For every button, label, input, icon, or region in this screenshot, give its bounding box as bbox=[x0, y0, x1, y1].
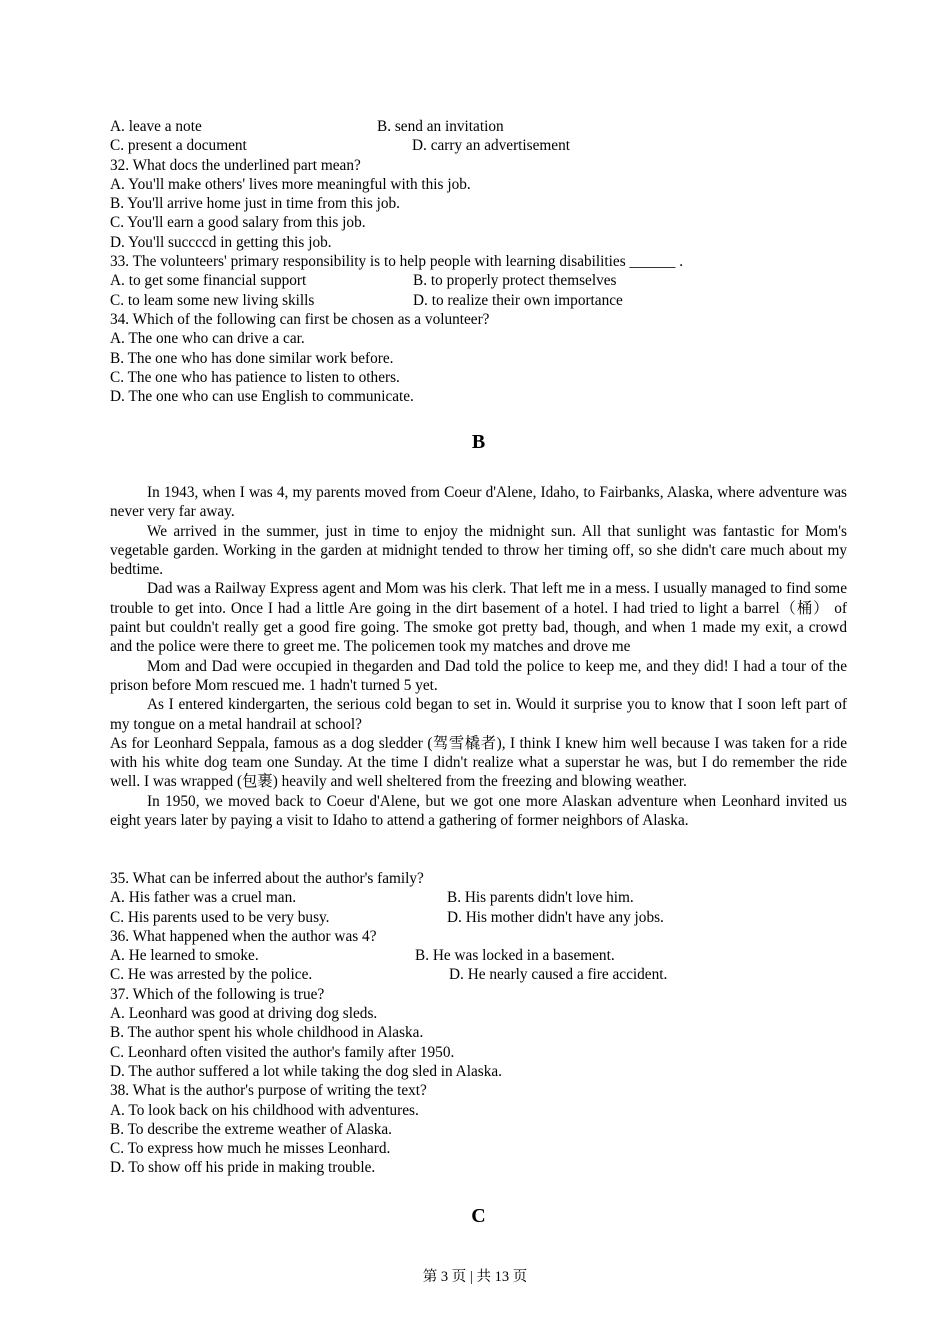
q37-option-c: C. Leonhard often visited the author's family after 1950. bbox=[110, 1043, 455, 1061]
q31-option-a: A. leave a note bbox=[110, 118, 202, 135]
q35-option-c: C. His parents used to be very busy. bbox=[110, 908, 330, 926]
option-row bbox=[110, 946, 847, 965]
q38-stem: 38. What is the author's purpose of writing the text? bbox=[110, 1082, 427, 1100]
q36-stem: 36. What happened when the author was 4? bbox=[110, 927, 377, 945]
q36-option-a: A. He learned to smoke. bbox=[110, 947, 259, 965]
q37-option-d: D. The author suffered a lot while taking the dog sled in Alaska. bbox=[110, 1062, 502, 1080]
q32-option-c: C. You'll earn a good salary from this job. bbox=[110, 214, 366, 232]
option-row bbox=[110, 136, 847, 155]
passage-paragraph: As I entered kindergarten, the serious cold began to set in. Would it surprise you to know that I soon left part of my tongue on a metal handrail at school? bbox=[110, 696, 847, 733]
q34-stem: 34. Which of the following can first be chosen as a volunteer? bbox=[110, 310, 490, 328]
q38-option-b: B. To describe the extreme weather of Alaska. bbox=[110, 1120, 392, 1138]
passage-b bbox=[110, 483, 847, 830]
q34-option-c: C. The one who has patience to listen to others. bbox=[110, 368, 400, 386]
q37-option-b: B. The author spent his whole childhood in Alaska. bbox=[110, 1024, 424, 1042]
q33-option-c: C. to leam some new living skills bbox=[110, 291, 315, 309]
q38-option-a: A. To look back on his childhood with adventures. bbox=[110, 1101, 419, 1119]
option-row bbox=[110, 908, 847, 927]
passage-paragraph: In 1943, when I was 4, my parents moved from Coeur d'Alene, Idaho, to Fairbanks, Alaska, where adventure was never very far away. bbox=[110, 484, 847, 521]
q33-stem: 33. The volunteers' primary responsibility is to help people with learning disabilities ______ . bbox=[110, 253, 684, 271]
q36-option-c: C. He was arrested by the police. bbox=[110, 966, 313, 984]
q33-option-d: D. to realize their own importance bbox=[413, 291, 623, 309]
passage-paragraph: In 1950, we moved back to Coeur d'Alene, but we got one more Alaskan adventure when Leonhard invited us eight years later by paying a visit to Idaho to attend a gathering of former neighbors of Alaska. bbox=[110, 792, 847, 830]
question-block-31-34 bbox=[110, 117, 847, 406]
option-row bbox=[110, 117, 847, 136]
page-footer: 第 3 页 | 共 13 页 bbox=[422, 1269, 528, 1285]
q36-option-d: D. He nearly caused a fire accident. bbox=[449, 966, 668, 984]
option-row bbox=[110, 965, 847, 984]
q31-option-d: D. carry an advertisement bbox=[412, 137, 570, 155]
q32-option-a: A. You'll make others' lives more meaningful with this job. bbox=[110, 175, 471, 193]
passage-paragraph: We arrived in the summer, just in time to enjoy the midnight sun. All that sunlight was fantastic for Mom's vegetable garden. Working in the garden at midnight tended to throw her timing off, so she didn't care much about my bedtime. bbox=[110, 522, 847, 579]
q38-option-c: C. To express how much he misses Leonhard. bbox=[110, 1140, 391, 1158]
q33-option-b: B. to properly protect themselves bbox=[413, 272, 617, 290]
q35-stem: 35. What can be inferred about the author's family? bbox=[110, 870, 424, 887]
q35-option-a: A. His father was a cruel man. bbox=[110, 889, 297, 907]
q35-option-d: D. His mother didn't have any jobs. bbox=[447, 908, 664, 926]
q35-option-b: B. His parents didn't love him. bbox=[447, 889, 634, 907]
q38-option-d: D. To show off his pride in making trouble. bbox=[110, 1159, 376, 1177]
q31-option-b: B. send an invitation bbox=[377, 118, 504, 135]
q34-option-b: B. The one who has done similar work before. bbox=[110, 349, 394, 367]
q34-option-a: A. The one who can drive a car. bbox=[110, 330, 305, 348]
passage-paragraph: As for Leonhard Seppala, famous as a dog sledder (驾雪橇者), I think I knew him well because I was taken for a ride with his white dog team one Sunday. At the time I didn't realize what a superstar he was, but I do remember the ride well. I was wrapped (包裹) heavily and well sheltered from the freezing and blowing weather. bbox=[110, 734, 847, 791]
section-c-header: C bbox=[471, 1205, 486, 1227]
q32-option-d: D. You'll succccd in getting this job. bbox=[110, 233, 332, 251]
q33-option-a: A. to get some financial support bbox=[110, 272, 307, 290]
q37-option-a: A. Leonhard was good at driving dog sleds. bbox=[110, 1005, 378, 1023]
q32-option-b: B. You'll arrive home just in time from this job. bbox=[110, 195, 400, 213]
q32-stem: 32. What docs the underlined part mean? bbox=[110, 156, 361, 174]
q34-option-d: D. The one who can use English to communicate. bbox=[110, 388, 414, 406]
passage-paragraph: Dad was a Railway Express agent and Mom was his clerk. That left me in a mess. I usually managed to find some trouble to get into. Once I had a little Are going in the dirt basement of a hotel. I had tried to light a barrel（桶） of paint but couldn't really get a good fire going. The smoke got pretty bad, though, and when 1 made my exit, a crowd and the police were there to greet me. The policemen took my matches and drove me bbox=[110, 580, 847, 656]
q37-stem: 37. Which of the following is true? bbox=[110, 985, 325, 1003]
section-b-header: B bbox=[471, 431, 486, 453]
option-row bbox=[110, 291, 847, 310]
option-row bbox=[110, 271, 847, 290]
q36-option-b: B. He was locked in a basement. bbox=[415, 947, 615, 965]
passage-paragraph: Mom and Dad were occupied in thegarden and Dad told the police to keep me, and they did! I had a tour of the prison before Mom rescued me. 1 hadn't turned 5 yet. bbox=[110, 657, 847, 694]
q31-option-c: C. present a document bbox=[110, 137, 247, 155]
question-block-35-38 bbox=[110, 869, 847, 1178]
option-row bbox=[110, 888, 847, 907]
